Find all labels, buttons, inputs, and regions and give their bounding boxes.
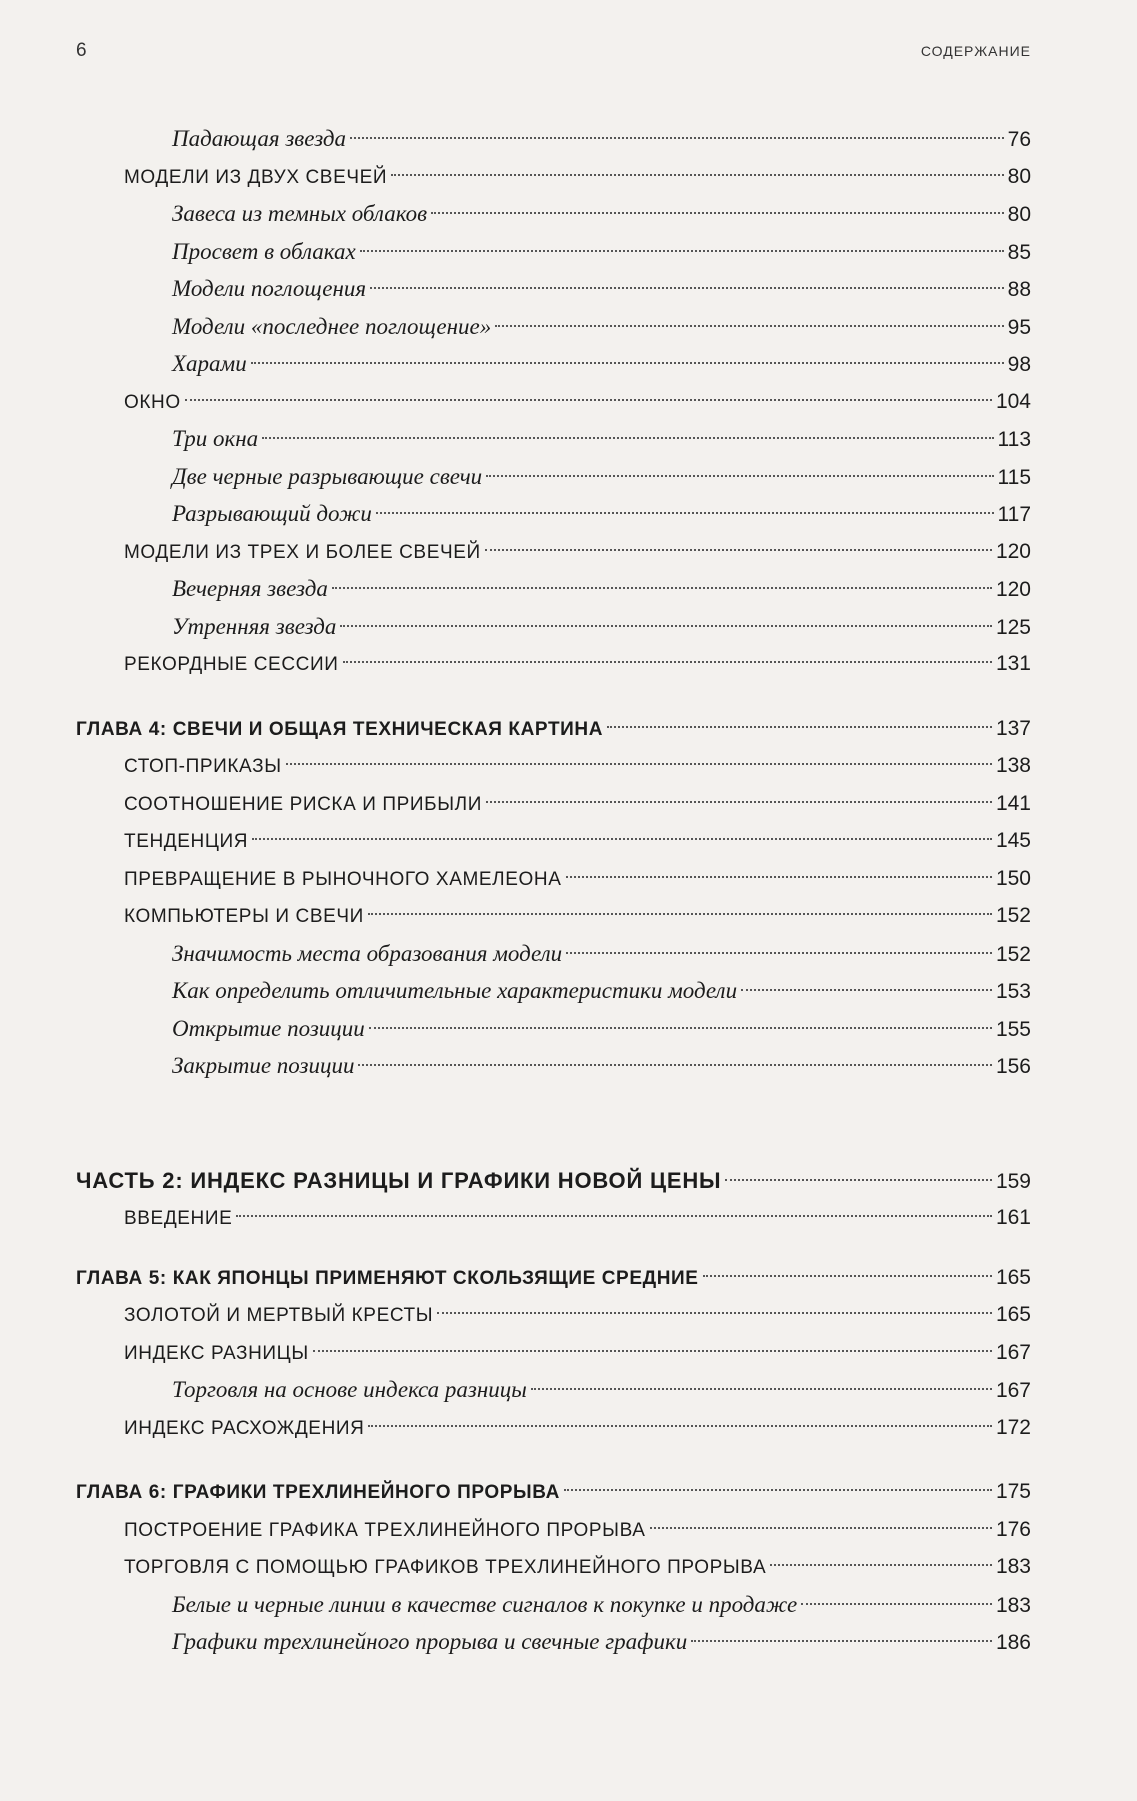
toc-entry-page: 88 bbox=[1007, 278, 1031, 301]
dot-leader bbox=[801, 1603, 992, 1605]
toc-entry bbox=[76, 345, 1031, 383]
page-number: 6 bbox=[76, 40, 87, 61]
toc-entry-page: 120 bbox=[995, 539, 1031, 563]
toc-entry-page: 161 bbox=[995, 1206, 1031, 1229]
dot-leader bbox=[332, 587, 992, 589]
dot-leader bbox=[252, 838, 992, 840]
toc-entry-title: Графики трехлинейного прорыва и свечные графики bbox=[172, 1629, 688, 1654]
toc-entry-page: 80 bbox=[1007, 164, 1031, 188]
toc-entry-title: Просвет в облаках bbox=[172, 238, 356, 264]
toc-entry-page: 183 bbox=[995, 1555, 1031, 1578]
toc-entry-page: 165 bbox=[995, 1303, 1031, 1326]
toc-entry-page: 176 bbox=[995, 1517, 1031, 1541]
toc-entry-title: МОДЕЛИ ИЗ ТРЕХ И БОЛЕЕ СВЕЧЕЙ bbox=[124, 541, 481, 563]
toc-entry bbox=[76, 1473, 1031, 1511]
dot-leader bbox=[486, 475, 993, 477]
toc-entry-title: ЗОЛОТОЙ И МЕРТВЫЙ КРЕСТЫ bbox=[124, 1305, 434, 1326]
toc-entry-title: Завеса из темных облаков bbox=[172, 201, 428, 226]
toc-entry bbox=[76, 1371, 1031, 1409]
toc-entry-title: МОДЕЛИ ИЗ ДВУХ СВЕЧЕЙ bbox=[124, 166, 388, 188]
toc-entry-page: 137 bbox=[995, 716, 1031, 740]
dot-leader bbox=[251, 362, 1004, 364]
toc-entry bbox=[76, 158, 1031, 196]
toc-entry bbox=[76, 608, 1031, 646]
toc-entry bbox=[76, 1623, 1031, 1661]
toc-entry bbox=[76, 860, 1031, 898]
toc-entry bbox=[76, 308, 1031, 346]
toc-entry-title: Белые и черные линии в качестве сигналов к покупке и продаже bbox=[172, 1591, 798, 1617]
toc-entry bbox=[76, 1259, 1031, 1297]
dot-leader bbox=[607, 726, 992, 728]
toc-entry bbox=[76, 1010, 1031, 1048]
toc-entry-page: 153 bbox=[995, 980, 1031, 1003]
toc-entry-page: 120 bbox=[995, 578, 1031, 601]
dot-leader bbox=[703, 1275, 992, 1277]
dot-leader bbox=[262, 437, 993, 439]
dot-leader bbox=[566, 952, 992, 954]
toc-entry bbox=[76, 1047, 1031, 1085]
toc-entry bbox=[76, 1199, 1031, 1237]
table-of-contents bbox=[76, 120, 1031, 1661]
dot-leader bbox=[340, 625, 992, 627]
toc-entry bbox=[76, 935, 1031, 973]
toc-entry bbox=[76, 1162, 1031, 1200]
dot-leader bbox=[343, 661, 992, 663]
dot-leader bbox=[350, 137, 1004, 139]
dot-leader bbox=[286, 763, 992, 765]
toc-entry bbox=[76, 1586, 1031, 1624]
toc-entry-title: ГЛАВА 5: КАК ЯПОНЦЫ ПРИМЕНЯЮТ СКОЛЬЗЯЩИЕ СРЕДНИЕ bbox=[76, 1267, 699, 1289]
dot-leader bbox=[495, 325, 1003, 327]
section-title: СОДЕРЖАНИЕ bbox=[920, 43, 1031, 59]
toc-entry bbox=[76, 570, 1031, 608]
toc-entry bbox=[76, 195, 1031, 233]
running-header bbox=[76, 40, 1031, 62]
toc-entry-page: 159 bbox=[995, 1169, 1031, 1193]
toc-entry-title: Модели «последнее поглощение» bbox=[172, 313, 492, 339]
toc-entry-title: ТЕНДЕНЦИЯ bbox=[124, 831, 249, 852]
dot-leader bbox=[566, 876, 992, 878]
dot-leader bbox=[437, 1312, 992, 1314]
toc-entry bbox=[76, 785, 1031, 823]
toc-entry-title: Открытие позиции bbox=[172, 1015, 365, 1041]
toc-entry bbox=[76, 383, 1031, 421]
toc-entry bbox=[76, 747, 1031, 785]
toc-entry-page: 152 bbox=[995, 904, 1031, 927]
toc-entry-title: Две черные разрывающие свечи bbox=[172, 463, 483, 489]
toc-entry-page: 152 bbox=[995, 942, 1031, 966]
toc-entry bbox=[76, 1409, 1031, 1447]
dot-leader bbox=[313, 1350, 992, 1352]
dot-leader bbox=[770, 1564, 992, 1566]
toc-entry bbox=[76, 270, 1031, 308]
dot-leader bbox=[185, 399, 992, 401]
toc-entry bbox=[76, 897, 1031, 935]
toc-entry bbox=[76, 233, 1031, 271]
toc-entry-page: 80 bbox=[1007, 203, 1031, 226]
toc-entry-page: 141 bbox=[995, 791, 1031, 815]
toc-entry-page: 85 bbox=[1007, 240, 1031, 264]
toc-entry-title: РЕКОРДНЫЕ СЕССИИ bbox=[124, 654, 339, 675]
toc-entry bbox=[76, 120, 1031, 158]
dot-leader bbox=[368, 913, 992, 915]
toc-entry-title: Падающая звезда bbox=[172, 126, 347, 151]
toc-entry bbox=[76, 645, 1031, 683]
toc-entry-title: Три окна bbox=[172, 426, 259, 451]
dot-leader bbox=[725, 1179, 992, 1181]
dot-leader bbox=[741, 989, 992, 991]
toc-entry-page: 98 bbox=[1007, 353, 1031, 376]
toc-entry-page: 167 bbox=[995, 1340, 1031, 1364]
toc-entry-title: СТОП-ПРИКАЗЫ bbox=[124, 756, 282, 777]
toc-entry-title: Значимость места образования модели bbox=[172, 940, 563, 966]
toc-entry-title: Харами bbox=[172, 351, 247, 376]
toc-entry-page: 145 bbox=[995, 829, 1031, 852]
toc-entry-title: ОКНО bbox=[124, 391, 181, 413]
toc-entry-title: Торговля на основе индекса разницы bbox=[172, 1377, 527, 1402]
toc-entry bbox=[76, 1296, 1031, 1334]
dot-leader bbox=[358, 1064, 991, 1066]
toc-entry-page: 183 bbox=[995, 1593, 1031, 1617]
toc-entry bbox=[76, 822, 1031, 860]
toc-entry-title: СООТНОШЕНИЕ РИСКА И ПРИБЫЛИ bbox=[124, 793, 482, 815]
toc-entry-page: 115 bbox=[997, 465, 1031, 489]
toc-entry-title: ЧАСТЬ 2: ИНДЕКС РАЗНИЦЫ И ГРАФИКИ НОВОЙ ЦЕНЫ bbox=[76, 1167, 722, 1193]
toc-entry-page: 167 bbox=[995, 1379, 1031, 1402]
toc-entry bbox=[76, 420, 1031, 458]
dot-leader bbox=[370, 287, 1004, 289]
toc-entry bbox=[76, 1334, 1031, 1372]
toc-entry bbox=[76, 1548, 1031, 1586]
toc-entry bbox=[76, 533, 1031, 571]
toc-entry bbox=[76, 710, 1031, 748]
toc-entry-page: 76 bbox=[1007, 128, 1031, 151]
dot-leader bbox=[431, 212, 1004, 214]
toc-entry-title: ГЛАВА 6: ГРАФИКИ ТРЕХЛИНЕЙНОГО ПРОРЫВА bbox=[76, 1482, 560, 1503]
toc-entry-title: Как определить отличительные характеристики модели bbox=[172, 978, 738, 1003]
toc-entry-title: Модели поглощения bbox=[172, 276, 367, 301]
toc-entry-page: 155 bbox=[995, 1017, 1031, 1041]
dot-leader bbox=[564, 1489, 992, 1491]
toc-entry-page: 150 bbox=[995, 866, 1031, 890]
toc-entry-page: 95 bbox=[1007, 315, 1031, 339]
dot-leader bbox=[391, 174, 1004, 176]
toc-entry-title: ПРЕВРАЩЕНИЕ В РЫНОЧНОГО ХАМЕЛЕОНА bbox=[124, 868, 562, 890]
dot-leader bbox=[485, 549, 992, 551]
dot-leader bbox=[376, 512, 994, 514]
toc-entry-page: 138 bbox=[995, 754, 1031, 777]
dot-leader bbox=[531, 1388, 992, 1390]
toc-entry-page: 172 bbox=[995, 1415, 1031, 1439]
toc-entry-title: Закрытие позиции bbox=[172, 1053, 355, 1078]
toc-entry-page: 113 bbox=[997, 428, 1031, 451]
toc-entry-title: КОМПЬЮТЕРЫ И СВЕЧИ bbox=[124, 906, 364, 927]
toc-entry-title: ВВЕДЕНИЕ bbox=[124, 1208, 233, 1229]
toc-entry-title: Вечерняя звезда bbox=[172, 576, 328, 601]
dot-leader bbox=[691, 1640, 992, 1642]
toc-entry-page: 104 bbox=[995, 389, 1031, 413]
toc-entry-page: 175 bbox=[995, 1480, 1031, 1503]
toc-entry-page: 186 bbox=[995, 1631, 1031, 1654]
toc-entry-title: ТОРГОВЛЯ С ПОМОЩЬЮ ГРАФИКОВ ТРЕХЛИНЕЙНОГО ПРОРЫВА bbox=[124, 1557, 767, 1578]
toc-entry bbox=[76, 458, 1031, 496]
dot-leader bbox=[236, 1215, 992, 1217]
toc-entry-page: 165 bbox=[995, 1265, 1031, 1289]
toc-entry bbox=[76, 972, 1031, 1010]
toc-entry-title: ПОСТРОЕНИЕ ГРАФИКА ТРЕХЛИНЕЙНОГО ПРОРЫВА bbox=[124, 1519, 646, 1541]
toc-entry-page: 117 bbox=[997, 503, 1031, 526]
dot-leader bbox=[650, 1527, 992, 1529]
toc-entry-title: Разрывающий дожи bbox=[172, 501, 372, 526]
toc-entry-title: ИНДЕКС РАЗНИЦЫ bbox=[124, 1342, 309, 1364]
toc-entry bbox=[76, 1511, 1031, 1549]
toc-entry-page: 125 bbox=[995, 615, 1031, 639]
dot-leader bbox=[486, 801, 992, 803]
toc-entry-title: ИНДЕКС РАСХОЖДЕНИЯ bbox=[124, 1417, 365, 1439]
dot-leader bbox=[368, 1425, 991, 1427]
toc-entry-page: 131 bbox=[995, 652, 1031, 675]
dot-leader bbox=[369, 1027, 992, 1029]
toc-entry-page: 156 bbox=[995, 1055, 1031, 1078]
toc-entry bbox=[76, 495, 1031, 533]
dot-leader bbox=[360, 250, 1004, 252]
toc-entry-title: ГЛАВА 4: СВЕЧИ И ОБЩАЯ ТЕХНИЧЕСКАЯ КАРТИНА bbox=[76, 718, 604, 740]
toc-entry-title: Утренняя звезда bbox=[172, 613, 337, 639]
